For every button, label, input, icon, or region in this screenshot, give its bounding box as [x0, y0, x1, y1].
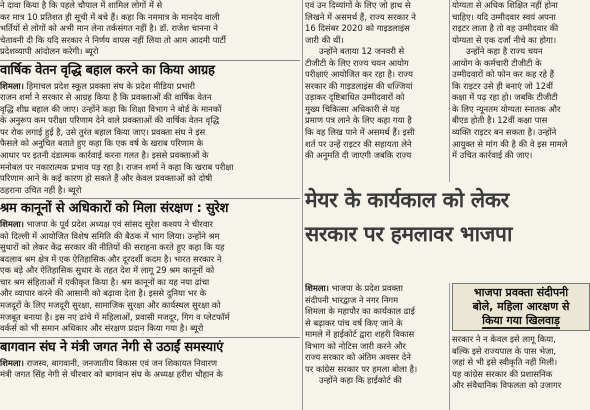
text-line: चेतावनी दी कि यदि सरकार ने निर्णय वापस नहीं लिया तो आम आदमी पार्टी — [0, 34, 226, 45]
text-line: कर मात्र 10 प्रतिशत ही सूची में बचे हैं। कहा कि नममात्र के मानदेय वाली — [0, 11, 220, 22]
text-line: और संवैधानिक विफलता को उजागर — [452, 380, 562, 391]
sub-headline-line: किया गया खिलवाड़ — [482, 314, 560, 327]
text-line: चार श्रम संहिताओं में एकीकृत किया है। श्रम कानूनों का यह नया ढांचा — [0, 276, 210, 287]
divider — [0, 198, 300, 199]
text-line: परिणाम आने के कई कारण हो सकते हैं और केवल प्रवक्ताओं को दोषी — [0, 173, 213, 184]
text-line: उड़ाकर दृष्टिबाधित उम्मीदवारों को — [305, 92, 405, 103]
article-salary-increment — [0, 63, 300, 196]
text-line: योग्यता से अधिक शिक्षित नहीं होना — [452, 0, 558, 10]
text-line: सरकार ने न केवल इसे लागू किया, — [452, 334, 556, 344]
text-line: जारी की थीं। — [305, 34, 344, 45]
text-line: विभाग को नोटिस जारी करने और — [305, 340, 406, 351]
text-line: की अनुमति दी जाएगी जबकि राज्य — [305, 150, 412, 161]
text-line: टीजीटी के लिए राज्य चयन आयोग — [305, 57, 409, 68]
text-line: एवं उन दिव्यांगों के लिए जो हाथ से — [305, 0, 411, 10]
divider — [0, 337, 300, 338]
text-line: चाहिए। यदि उम्मीदवार स्वयं अपना — [452, 11, 556, 22]
text-line: लिखने में असमर्थ हैं, राज्य सरकार ने — [305, 11, 416, 22]
text-line: कि राइटर उसे ही बनाएं जो 12वीं — [452, 80, 553, 91]
text-line: ने दावा किया है कि पहले चौपाल में शामिल लोगों में से — [0, 0, 163, 10]
text-line: मुख्य चिकित्सा अधिकारी से यह — [305, 103, 400, 114]
text-line: शर्त पर उन्हें राइटर की सहायता लेने — [305, 138, 412, 149]
column-rule — [302, 0, 303, 410]
dateline: शिमला। — [0, 80, 24, 91]
divider — [0, 60, 300, 61]
text-line: शिमला के महापौर का कार्यकाल ढाई — [305, 306, 415, 317]
sub-headline-line: बोले, महिला आरक्षण से — [472, 300, 570, 313]
middle-column — [305, 0, 447, 182]
text-line: बीएड होती है। 12वीं कक्षा पास — [452, 115, 548, 126]
sub-headline-line: भाजपा प्रवक्ता संदीपनी — [473, 286, 569, 299]
text-line: वर्कर्स को भी समान अधिकार और संरक्षण प्रदान किया गया है। ब्यूरो — [0, 323, 204, 334]
column-rule — [449, 0, 450, 182]
text-line: परीक्षाएं आयोजित कर रहा है। राज्य — [305, 69, 413, 80]
text-line: संदीपनी भारद्वाज ने नगर निगम — [305, 294, 399, 305]
article-headline: श्रम कानूनों से अधिकारों को मिला संरक्षण : सुरेश — [0, 201, 229, 217]
main-headline — [305, 183, 590, 251]
text-line: राजन शर्मा ने सरकार से आग्रह किया है कि प्रवक्ताओं की वार्षिक वेतन — [0, 92, 212, 103]
text-line: मनोबल पर नकारात्मक प्रभाव पड़ रहा है। राजन शर्मा ने कहा कि खराब परीक्षा — [0, 161, 234, 172]
article-headline: बागवान संघ ने मंत्री जगत नेगी से उठाईं समस्याएं — [0, 339, 224, 355]
text-line: राजस्व, बागवानी, जनजातीय विकास एवं जन शिकायत निवारण — [23, 357, 218, 368]
bjp-story-sidebar — [452, 283, 590, 410]
dateline: शिमला। — [0, 357, 24, 368]
article-headline: वार्षिक वेतन वृद्धि बहाल करने का किया आग्रह — [0, 62, 215, 78]
text-line: के अनुरूप कम परीक्षा परिणाम देने वाले प्रवक्ताओं की वार्षिक वेतन वृद्धि — [0, 115, 220, 126]
text-line: मजबूत बनाया है। इस नए ढांचे में महिलाओं, प्रवासी मजदूर, गिग व प्लेटफॉर्म — [0, 311, 230, 322]
text-line: आधार पर इतनी दंडात्मक कार्रवाई करना गलत है। इससे प्रवक्ताओं के — [0, 150, 209, 161]
text-line: सरकार की गाइडलाइंस की धज्जियां — [305, 80, 413, 91]
text-line: में उचित कार्रवाई की जाए। — [452, 150, 533, 161]
text-line: और व्यापार करने की आसानी को बढ़ावा देता है। इससे दुनिया भर के — [0, 288, 207, 299]
text-line: आयोग के कर्मचारी टीजीटी के — [452, 57, 542, 68]
text-line: पर कांग्रेस सरकार पर हमला बोला है। — [305, 363, 418, 374]
text-line: यह कांग्रेस सरकार की प्रशासनिक — [452, 368, 553, 379]
main-headline-line: मेयर के कार्यकाल को लेकर — [305, 188, 509, 212]
text-line: ठहराना उचित नहीं है। ब्यूरो — [0, 184, 82, 195]
text-line: के लिए न्यूनतम योग्यता स्नातक और — [452, 103, 561, 114]
text-line: आयुक्त से मांग की है की वे इस मामले — [452, 138, 568, 149]
text-line: 16 दिसंबर 2020 को गाइडलाइंस — [305, 23, 410, 34]
text-line: उन्होंने कहा कि हाईकोर्ट की — [319, 375, 402, 386]
article-horticulture-union — [0, 340, 300, 381]
main-headline-line: सरकार पर हमलावर भाजपा — [305, 222, 513, 246]
text-line: प्रदेशव्यापी आंदोलन करेगी। ब्यूरो — [0, 46, 99, 57]
article-labour-laws — [0, 201, 300, 334]
text-line: उन्होंने बताया 12 जनवरी से — [319, 46, 405, 57]
text-line: को दिल्ली में आयोजित विशेष समिति की बैठक में भाग लिया। उन्होंने श्रम — [0, 230, 220, 241]
text-line: वृद्धि शीघ्र बहाल की जाए। उन्होंने कहा कि शिक्षा विभाग ने बोर्ड के मानकों — [0, 103, 222, 114]
text-line: हिमाचल प्रदेश स्कूल प्रवक्ता संघ के प्रदेश मीडिया प्रभारी — [23, 80, 196, 91]
text-line: सुधारों को लेकर केंद्र सरकार की नीतियों की सराहना करते हुए कहा कि यह — [0, 242, 225, 253]
text-line: एक बड़े और ऐतिहासिक सुधार के तहत देश में लागू 29 श्रम कानूनों को — [0, 265, 215, 276]
text-line: योग्यता से एक दर्जा नीचे का होगा। — [452, 34, 557, 45]
text-line: राज्य सरकार को अंतिम अवसर देने — [305, 352, 411, 363]
text-line: कक्षा में पढ़ रहा हो। जबकि टीजीटी — [452, 92, 558, 103]
text-line: मामले में हाईकोर्ट द्वारा शहरी विकास — [305, 329, 415, 340]
dateline: शिमला। — [0, 219, 24, 230]
text-line: बदलाव श्रम क्षेत्र में एक ऐतिहासिक और दूरदर्शी कदम है। भारत सरकार ने — [0, 253, 222, 264]
text-line: भर्तियों से लोगों को अभी मान लेना तर्कसंगत नहीं है। डॉ. राजेश चानना ने — [0, 23, 218, 34]
text-line: बल्कि इसे राज्यपाल के पास भेजा, — [452, 345, 557, 356]
top-story-tail — [0, 0, 300, 58]
bjp-story-body — [305, 283, 448, 410]
text-line: भाजपा के पूर्व प्रदेश अध्यक्ष एवं सांसद सुरेश कश्यप ने चीरवार — [23, 219, 213, 230]
text-line: जहां से भी इसे स्वीकृति नहीं मिली। — [452, 357, 558, 368]
text-line: उन्होंने कहा है राज्य चयन — [466, 46, 543, 57]
text-line: भाजपा के प्रदेश प्रवक्ता — [328, 283, 403, 293]
text-line: फैसले को अनुचित बताते हुए कहा कि एक वर्ष के खराब परिणाम के — [0, 138, 204, 149]
text-line: मजदूरों के लिए मजदूरी सुरक्षा, सामाजिक सुरक्षा और कार्यस्थल सुरक्षा को — [0, 300, 221, 311]
text-line: से बढ़ाकर पांच वर्ष किए जाने के — [305, 317, 403, 328]
text-line: उम्मीदवारों को फोन कर कह रहे हैं — [452, 69, 555, 80]
text-line: व्यक्ति राइटर बन सकता है। उन्होंने — [452, 127, 557, 138]
text-line: राइटर लाता है तो वह उम्मीदवार की — [452, 23, 559, 34]
sub-headline-box — [452, 283, 590, 331]
column-rule — [449, 283, 450, 410]
text-line: प्रमाण पत्र लाने के लिए कहा गया है — [305, 115, 412, 126]
text-line: मंत्री जगत सिंह नेगी से चीरवार को बागवान संघ के अध्यक्ष हरीश चौहान के — [0, 369, 223, 380]
text-line: कि वह लिख पाने में असमर्थ हैं। इसी — [305, 127, 415, 138]
dateline: शिमला। — [305, 283, 329, 293]
text-line: पर रोक लगाई हुई है, उसे तुरंत बहाल किया जाए। प्रवक्ता संघ ने इस — [0, 126, 206, 137]
right-column — [452, 0, 590, 182]
